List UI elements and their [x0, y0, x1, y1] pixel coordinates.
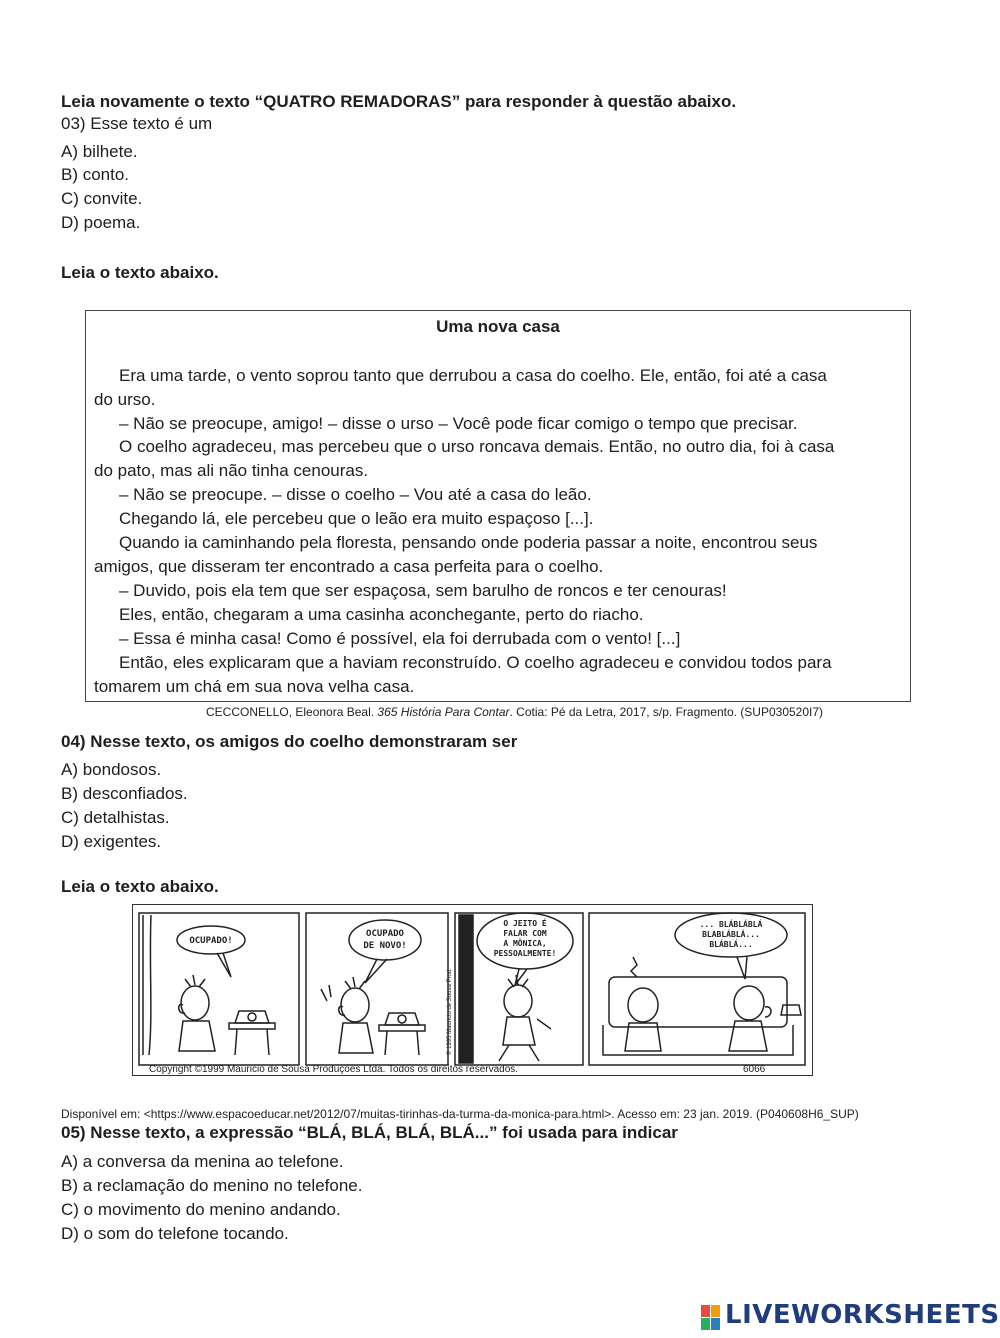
girl-head — [734, 986, 764, 1020]
boy-head — [181, 986, 209, 1020]
balloon-3-line-3: A MÔNICA, — [503, 939, 547, 948]
comic-vertical-credit: © 1995 Mauricio de Sousa Prod. — [447, 968, 453, 1055]
balloon-4-line-2: BLABLÁBLÁ... — [702, 930, 760, 939]
story-title: Uma nova casa — [436, 317, 560, 336]
story-source: CECCONELLO, Eleonora Beal. 365 História Para Contar. Cotia: Pé da Letra, 2017, s/p. Fragmento. (SUP030520I7) — [206, 705, 824, 719]
balloon-1-text: OCUPADO! — [189, 936, 233, 946]
comic-copyright: Copyright ©1999 Mauricio de Sousa Produções Ltda. Todos os direitos reservados. — [149, 1064, 519, 1075]
story-line: – Essa é minha casa! Como é possível, ela foi derrubada com o vento! [...] — [119, 629, 681, 648]
balloon-4-line-1: ... BLÁBLÁBLÁ — [699, 920, 763, 929]
boy-head-2 — [341, 988, 369, 1022]
story-line: Era uma tarde, o vento soprou tanto que derrubou a casa do coelho. Ele, então, foi até a casa — [119, 366, 827, 385]
q3-question: 03) Esse texto é um — [61, 114, 213, 133]
brand-name[interactable]: LIVEWORKSHEETS — [725, 1300, 1000, 1330]
q4-option-b[interactable]: B) desconfiados. — [61, 784, 188, 803]
boy-body — [179, 1021, 215, 1051]
telephone-4 — [781, 1005, 801, 1015]
story-line: Quando ia caminhando pela floresta, pensando onde poderia passar a noite, encontrou seus — [119, 533, 818, 552]
q3-option-c[interactable]: C) convite. — [61, 189, 143, 208]
balloon-3-line-1: O JEITO É — [503, 919, 547, 928]
q3-option-d[interactable]: D) poema. — [61, 213, 141, 232]
q5-question: 05) Nesse texto, a expressão “BLÁ, BLÁ, BLÁ, BLÁ...” foi usada para indicar — [61, 1123, 678, 1142]
balloon-2-line-1: OCUPADO — [366, 929, 404, 939]
comic-source: Disponível em: <https://www.espacoeducar.net/2012/07/muitas-tirinhas-da-turma-da-monica-para.html>. Acesso em: 23 jan. 2019. (P040608H6_SUP) — [61, 1107, 859, 1121]
boy-head-4 — [628, 988, 658, 1022]
phone-receiver-4 — [765, 1007, 771, 1017]
story-line: do pato, mas ali não tinha cenouras. — [94, 461, 369, 480]
balloon-3-line-4: PESSOALMENTE! — [493, 949, 557, 958]
story-line: amigos, que disseram ter encontrado a casa perfeita para o coelho. — [94, 557, 604, 576]
comic-drawing — [133, 905, 812, 1075]
comic-strip — [132, 904, 813, 1076]
boy-head-3 — [504, 985, 532, 1017]
door-frame — [459, 915, 473, 1063]
q5-option-d[interactable]: D) o som do telefone tocando. — [61, 1224, 289, 1243]
balloon-3-line-2: FALAR COM — [503, 929, 547, 938]
story-line: – Duvido, pois ela tem que ser espaçosa, sem barulho de roncos e ter cenouras! — [119, 581, 727, 600]
table-legs — [235, 1029, 269, 1055]
read-instruction-1: Leia o texto abaixo. — [61, 263, 219, 282]
q3-option-a[interactable]: A) bilhete. — [61, 142, 138, 161]
q4-option-a[interactable]: A) bondosos. — [61, 760, 162, 779]
story-line: Eles, então, chegaram a uma casinha aconchegante, perto do riacho. — [119, 605, 644, 624]
q5-option-a[interactable]: A) a conversa da menina ao telefone. — [61, 1152, 344, 1171]
read-instruction-2: Leia o texto abaixo. — [61, 877, 219, 896]
q4-question: 04) Nesse texto, os amigos do coelho demonstraram ser — [61, 732, 518, 751]
story-line: – Não se preocupe, amigo! – disse o urso – Você pode ficar comigo o tempo que precisar. — [119, 414, 798, 433]
balloon-4-line-3: BLÁBLÁ... — [709, 940, 753, 949]
comic-code: 6066 — [743, 1064, 766, 1075]
story-line: tomarem um chá em sua nova velha casa. — [94, 677, 415, 696]
story-line: – Não se preocupe. – disse o coelho – Vou até a casa do leão. — [119, 485, 592, 504]
walking-legs — [499, 1045, 539, 1061]
grumble-squiggle — [631, 957, 637, 977]
q5-option-b[interactable]: B) a reclamação do menino no telefone. — [61, 1176, 363, 1195]
q4-option-c[interactable]: C) detalhistas. — [61, 808, 170, 827]
story-line: O coelho agradeceu, mas percebeu que o urso roncava demais. Então, no outro dia, foi à casa — [119, 437, 835, 456]
story-box — [85, 310, 911, 702]
q3-option-b[interactable]: B) conto. — [61, 165, 130, 184]
story-line: Chegando lá, ele percebeu que o leão era muito espaçoso [...]. — [119, 509, 594, 528]
balloon-2 — [349, 920, 421, 960]
story-line: do urso. — [94, 390, 156, 409]
q5-option-c[interactable]: C) o movimento do menino andando. — [61, 1200, 341, 1219]
q3-instruction: Leia novamente o texto “QUATRO REMADORAS” para responder à questão abaixo. — [61, 92, 737, 111]
story-line: Então, eles explicaram que a haviam reconstruído. O coelho agradeceu e convidou todos para — [119, 653, 832, 672]
q4-option-d[interactable]: D) exigentes. — [61, 832, 162, 851]
comic-panel-4 — [589, 913, 805, 1065]
curtain — [143, 915, 151, 1055]
balloon-2-line-2: DE NOVO! — [363, 941, 407, 951]
liveworksheets-logo-icon — [700, 1303, 722, 1333]
